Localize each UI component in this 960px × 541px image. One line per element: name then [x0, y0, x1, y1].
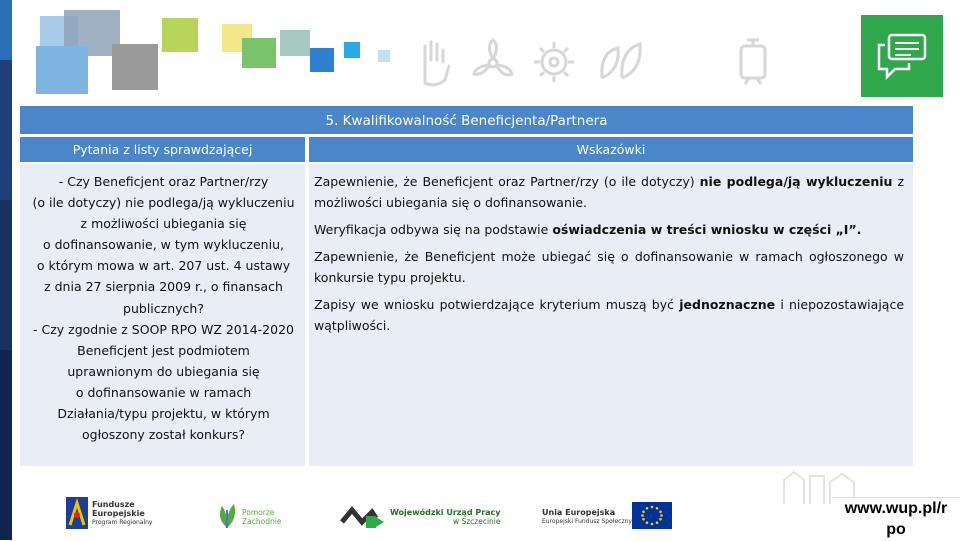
hints-text — [314, 171, 904, 342]
pomorze-zachodnie-text — [242, 508, 281, 526]
question-line: uprawnionym do ubiegania się — [67, 363, 260, 379]
chat-icon-tile — [861, 15, 943, 97]
pomorze-zachodnie-leaf-icon — [214, 500, 240, 530]
unia-europejska-text — [542, 508, 632, 526]
hint-text: i niepozostawiające wątpliwości. — [314, 297, 905, 333]
question-line: - Czy zgodnie z SOOP RPO WZ 2014-2020 — [32, 321, 294, 337]
gear-icon — [530, 38, 578, 86]
fundusze-europejskie-text — [92, 500, 152, 527]
question-line: ogłoszony został konkurs? — [81, 427, 246, 443]
deco-square-darkgrey — [112, 44, 158, 90]
column-header-questions: Pytania z listy sprawdzającej — [20, 137, 305, 162]
logo-text: Unia Europejska — [542, 508, 616, 517]
deco-square-sky — [344, 42, 360, 58]
question-line: - Czy Beneficjent oraz Partner/rzy — [58, 174, 269, 189]
hint-emphasis: nie podlega/ją wykluczeniu — [699, 174, 893, 189]
left-color-strip-dark — [0, 200, 12, 350]
hint-paragraph-1 — [314, 171, 904, 213]
qualification-table — [20, 106, 913, 466]
logo-text: Wojewódzki Urząd Pracy — [390, 508, 501, 517]
hint-text: Zapisy we wniosku potwierdzające kryterium muszą być — [314, 297, 675, 312]
question-line: z możliwości ubiegania się — [80, 216, 247, 232]
question-line: Beneficjent jest podmiotem — [77, 342, 250, 358]
column-header-hints: Wskazówki — [309, 137, 913, 162]
deco-square-royal — [310, 48, 334, 72]
hint-text: Weryfikacja odbywa się na podstawie — [314, 222, 549, 237]
hint-text: z możliwości ubiegania się o dofinansowanie. — [314, 174, 905, 210]
question-line: publicznych? — [123, 300, 204, 316]
question-line: o dofinansowanie w ramach — [75, 384, 252, 400]
chat-bubbles-icon — [875, 31, 929, 81]
table-title: 5. Kwalifikowalność Beneficjenta/Partnera — [20, 106, 913, 134]
logo-text: Europejski Fundusz Społeczny — [542, 518, 632, 525]
tram-icon — [735, 38, 771, 88]
wup-szczecin-logo — [340, 500, 386, 530]
logo-text: Program Regionalny — [92, 519, 153, 526]
website-url[interactable]: www.wup.pl/r po — [833, 497, 959, 541]
left-color-strip-deep — [0, 350, 12, 540]
logo-text: Europejskie — [92, 509, 145, 518]
wup-szczecin-text — [390, 508, 501, 526]
hint-text: Zapewnienie, że Beneficjent oraz Partner/rzy (o ile dotyczy) — [314, 174, 695, 189]
hint-paragraph-2 — [314, 219, 904, 240]
deco-square-blue — [36, 46, 88, 94]
checklist-questions — [26, 171, 301, 445]
deco-square-green — [242, 38, 276, 68]
logo-text: Fundusze — [92, 500, 135, 509]
hand-icon — [415, 38, 455, 88]
hint-emphasis: jednoznaczne — [679, 297, 776, 312]
deco-square-lime — [162, 18, 198, 52]
leaf-icon — [596, 38, 646, 86]
left-color-strip-blue — [0, 0, 12, 60]
deco-square-pale — [378, 50, 390, 62]
hint-emphasis: oświadczenia w treści wniosku w części „I”. — [552, 222, 862, 237]
eu-flag-icon — [632, 502, 672, 529]
question-line: z dnia 27 sierpnia 2009 r., o finansach — [44, 279, 283, 295]
fundusze-europejskie-logo — [66, 497, 88, 529]
hint-paragraph-4 — [314, 294, 904, 336]
logo-text: Zachodnie — [242, 517, 282, 526]
hint-text: Zapewnienie, że Beneficjent może ubiegać się o dofinansowanie w ramach ogłoszonego w konkursie typu projektu. — [314, 249, 904, 285]
logo-text: Pomorze — [242, 508, 275, 517]
question-line: (o ile dotyczy) nie podlega/ją wykluczeniu — [32, 195, 295, 211]
deco-square-mint — [280, 30, 310, 56]
question-line: o którym mowa w art. 207 ust. 4 ustawy — [36, 258, 291, 274]
windmill-icon — [468, 38, 518, 88]
question-line: Działania/typu projektu, w którym — [57, 406, 270, 422]
logo-text: w Szczecinie — [452, 517, 501, 526]
left-color-strip-navy — [0, 60, 12, 200]
question-line: o dofinansowanie, w tym wykluczeniu, — [43, 237, 284, 253]
hint-paragraph-3 — [314, 246, 904, 288]
